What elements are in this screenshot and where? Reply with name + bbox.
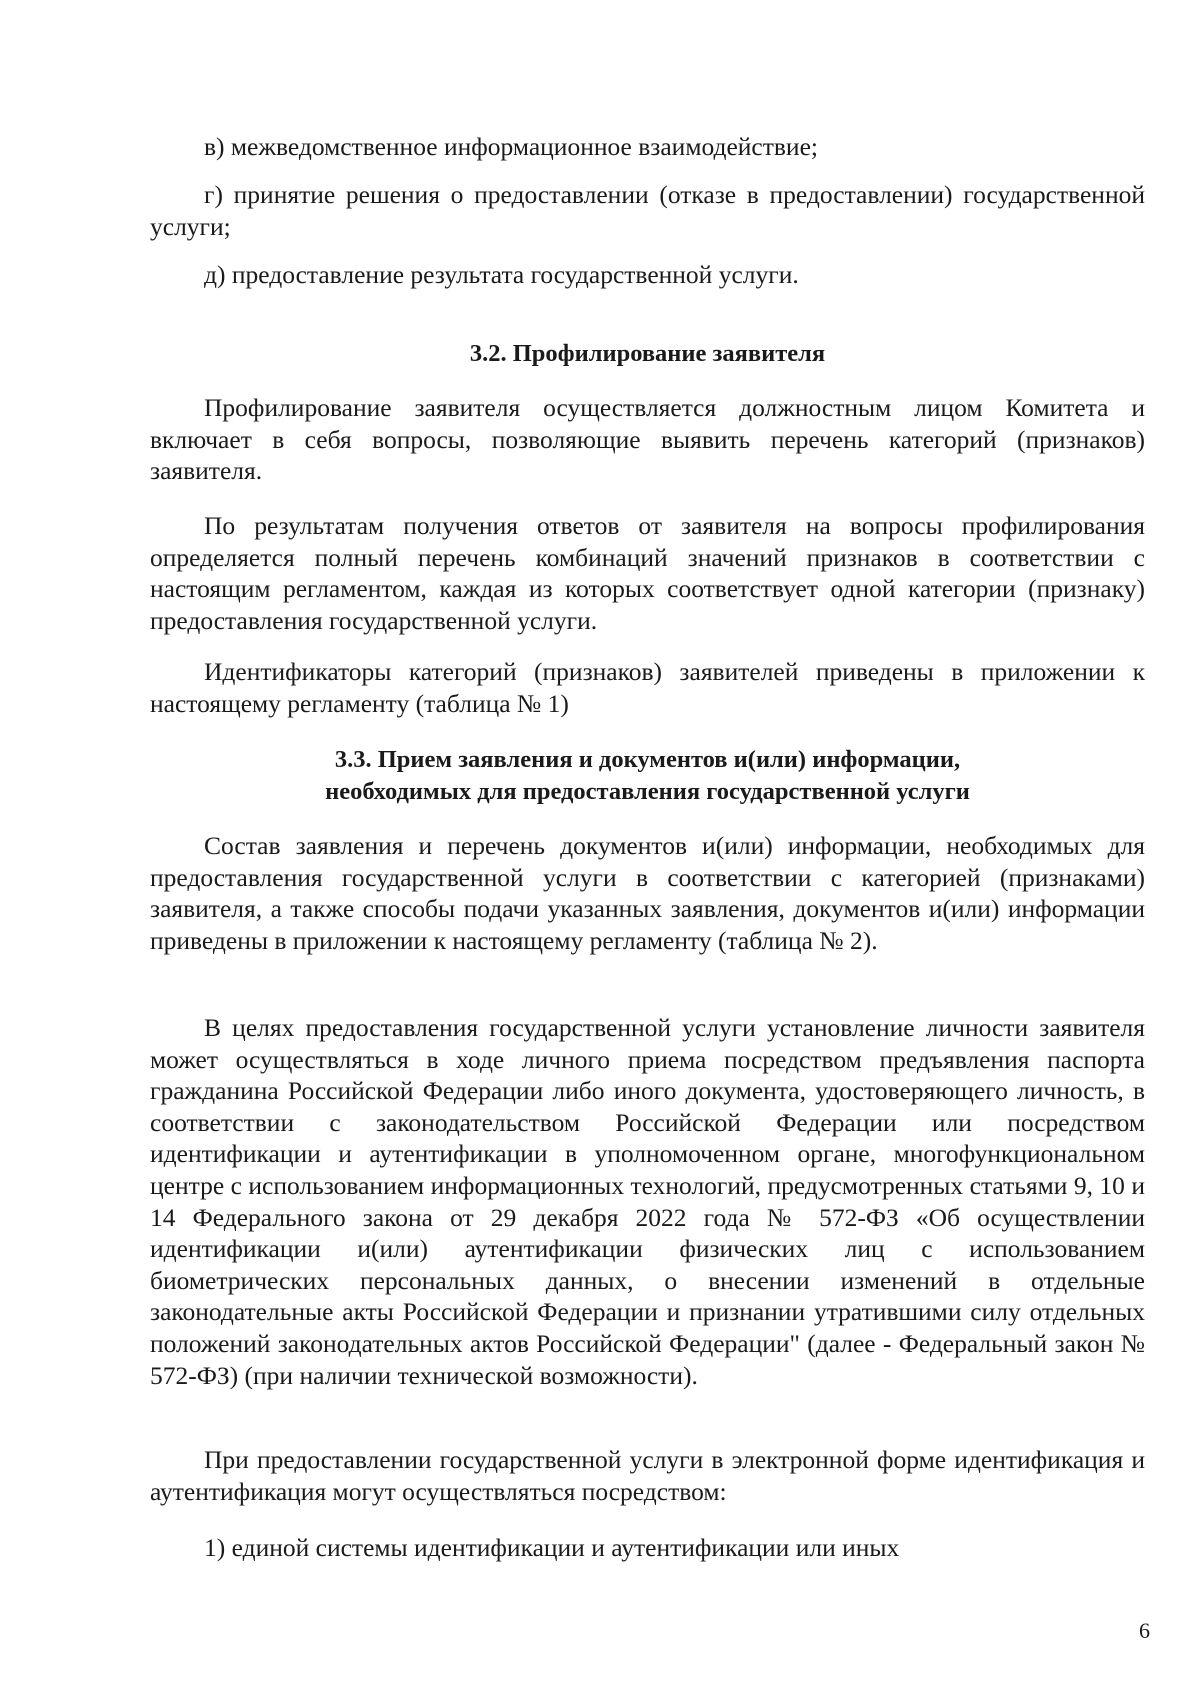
paragraph-reception-1: Состав заявления и перечень документов и(или) информации, необходимых для предоставления государственной услуги в соответствии с категорией (признаками) заявителя, а также способы подачи указанных заявления, документов и(или) информации приведены в приложении к настоящему регламенту (таблица № 2). xyxy=(150,831,1145,955)
paragraph-profiling-1: Профилирование заявителя осуществляется должностным лицом Комитета и включает в себя вопросы, позволяющие выявить перечень категорий (признаков) заявителя. xyxy=(150,393,1145,486)
paragraph-reception-item-1: 1) единой системы идентификации и аутентификации или иных xyxy=(204,1533,900,1562)
section-heading-3-2: 3.2. Профилирование заявителя xyxy=(469,340,826,367)
paragraph-reception-3: При предоставлении государственной услуги в электронной форме идентификация и аутентификация могут осуществляться посредством: xyxy=(150,1445,1145,1506)
paragraph-reception-2: В целях предоставления государственной услуги установление личности заявителя может осуществляться в ходе личного приема посредством предъявления паспорта гражданина Российской Федерации либо иного документа, удостоверяющего личность, в соответствии с законодательством Российской Федерации или посредством идентификации и аутентификации в уполномоченном органе, многофункциональном центре с использованием информационных технологий, предусмотренных статьями 9, 10 и 14 Федерального закона от 29 декабря 2022 года № 572-ФЗ «Об осуществлении идентификации и(или) аутентификации физических лиц с использованием биометрических персональных данных, о внесении изменений в отдельные законодательные акты Российской Федерации и признании утратившими силу отдельных положений законодательных актов Российской Федерации" (далее - Федеральный закон № 572-ФЗ) (при наличии технической возможности). xyxy=(150,1013,1145,1390)
paragraph-item-g: г) принятие решения о предоставлении (отказе в предоставлении) государственной услуги; xyxy=(150,180,1145,241)
page-number: 6 xyxy=(1139,1618,1150,1643)
paragraph-profiling-2: По результатам получения ответов от заявителя на вопросы профилирования определяется полный перечень комбинаций значений признаков в соответствии с настоящим регламентом, каждая из которых соответствует одной категории (признаку) предоставления государственной услуги. xyxy=(150,511,1145,635)
section-heading-3-3-line1: 3.3. Прием заявления и документов и(или) информации, xyxy=(334,746,961,773)
paragraph-item-d: д) предоставление результата государственной услуги. xyxy=(204,260,799,289)
paragraph-profiling-3: Идентификаторы категорий (признаков) заявителей приведены в приложении к настоящему регламенту (таблица № 1) xyxy=(150,657,1145,718)
section-heading-3-3-line2: необходимых для предоставления государственной услуги xyxy=(325,778,970,805)
paragraph-item-v: в) межведомственное информационное взаимодействие; xyxy=(204,132,818,161)
